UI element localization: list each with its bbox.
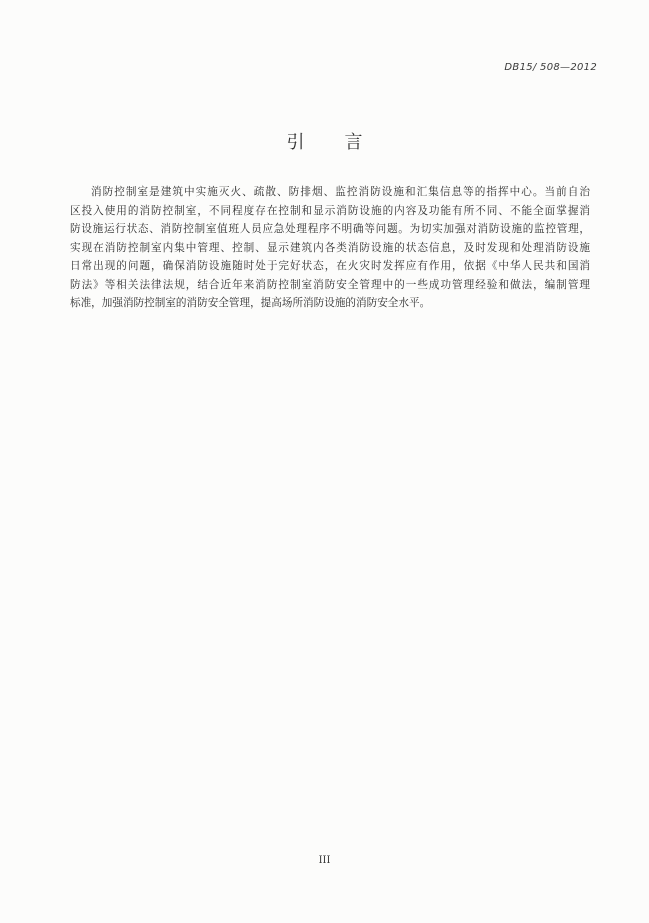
- document-code: DB15/ 508—2012: [504, 62, 597, 73]
- paragraph-line: 日常出现的问题，确保消防设施随时处于完好状态，在火灾时发挥应有作用，依据《中华人民共和国消: [70, 260, 590, 272]
- page-title: [0, 128, 649, 154]
- paragraph-line: 消防控制室是建筑中实施灭火、疏散、防排烟、监控消防设施和汇集信息等的指挥中心。当前自治: [91, 186, 590, 198]
- paragraph-line: 标准，加强消防控制室的消防安全管理，提高场所消防设施的消防安全水平。: [70, 297, 431, 309]
- paragraph-line: 防法》等相关法律法规，结合近年来消防控制室消防安全管理中的一些成功管理经验和做法，编制管理: [70, 278, 590, 291]
- introduction-paragraph: [70, 183, 590, 313]
- paragraph-line: 实现在消防控制室内集中管理、控制、显示建筑内各类消防设施的状态信息，及时发现和处理消防设施: [70, 241, 590, 254]
- title-char-2: 言: [344, 132, 363, 153]
- paragraph-line: 防设施运行状态、消防控制室值班人员应急处理程序不明确等问题。为切实加强对消防设施的监控管理，: [70, 223, 590, 235]
- paragraph-line: 区投入使用的消防控制室，不同程度存在控制和显示消防设施的内容及功能有所不同、不能全面掌握消: [70, 204, 590, 217]
- title-char-1: 引: [286, 132, 305, 153]
- page-number: III: [318, 855, 331, 866]
